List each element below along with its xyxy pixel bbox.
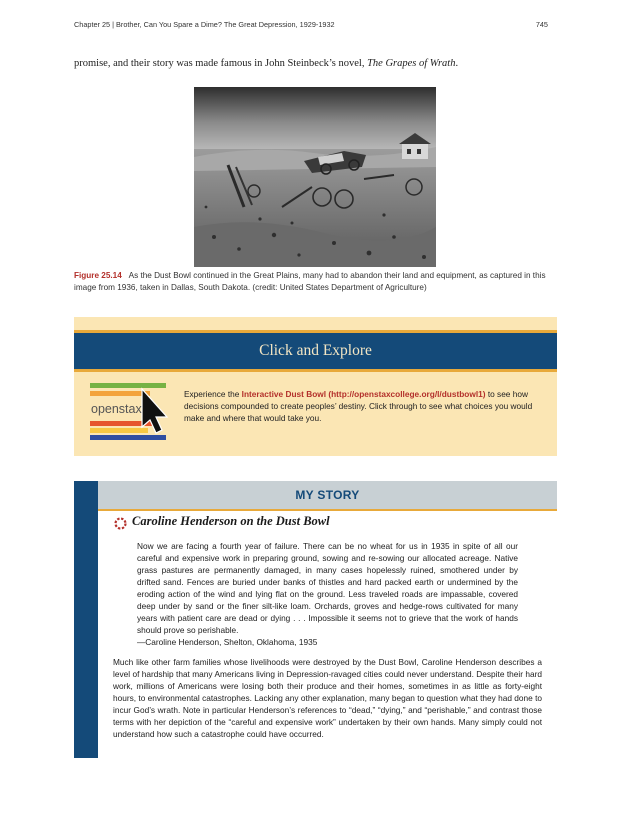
my-story-subtitle — [110, 514, 530, 532]
quote-attribution: —Caroline Henderson, Shelton, Oklahoma, 1935 — [137, 637, 318, 647]
lead-end: . — [455, 58, 459, 69]
click-explore-rule-bottom — [74, 369, 557, 372]
dust-bowl-photo — [194, 87, 436, 267]
running-header — [74, 20, 548, 32]
interactive-dust-bowl-link[interactable]: Interactive Dust Bowl (http://openstaxcollege.org/l/dustbowl1) — [241, 389, 486, 399]
click-explore-text-start: Experience the — [184, 389, 242, 399]
click-and-explore-box — [74, 317, 557, 456]
click-explore-text — [184, 388, 540, 424]
my-story-body: Much like other farm families whose livelihoods were destroyed by the Dust Bowl, Caroline Henderson describes a level of hardship that many Americans living in Depression-ravaged cities could never understand. Despite their hard work, millions of Americans were losing both their produce and their homes, sometimes in as little as forty-eight hours, to environmental catastrophes. Lacking any other explanation, many began to question what they had done to incur God’s wrath. Note in particular Henderson’s references to “dead,” “dying,” and “perishable,” and contrast those terms with her depiction of the “careful and expensive work” undertaken by their own hands. Many simply could not understand how such a catastrophe could have occurred. — [113, 657, 542, 739]
my-story-rule — [98, 509, 557, 511]
figure-caption-text: As the Dust Bowl continued in the Great Plains, many had to abandon their land and equipment, as captured in this image from 1936, taken in Dallas, South Dakota. (credit: United States Department of Agriculture) — [74, 271, 546, 292]
click-explore-text-end: to see how decisions compounded to create peoples’ destiny. Click through to see what choices you would make and where that would take you. — [184, 389, 533, 423]
my-story-subtitle-text: Caroline Henderson on the Dust Bowl — [132, 514, 330, 528]
my-story-heading: MY STORY — [98, 481, 557, 509]
lead-paragraph — [74, 58, 554, 69]
openstax-logo — [90, 383, 180, 441]
click-explore-title: Click and Explore — [74, 333, 557, 369]
figure-number: Figure 25.14 — [74, 271, 122, 280]
my-story-sidebar — [74, 481, 98, 758]
chapter-title: Chapter 25 | Brother, Can You Spare a Dime? The Great Depression, 1929-1932 — [74, 20, 335, 29]
henderson-quote — [137, 540, 518, 648]
book-title: The Grapes of Wrath — [367, 58, 456, 69]
click-explore-top-band — [74, 317, 557, 330]
openstax-logo-text: openstax — [91, 402, 142, 416]
page-number: 745 — [535, 20, 548, 29]
quote-text: Now we are facing a fourth year of failure. There can be no wheat for us in 1935 in spite of all our careful and expensive work in preparing ground, sowing and re-sowing our allocated acreage. Native grass pastures are permanently damaged, in many cases hopelessly ruined, smothered under by drifted sand. Fences are buried under banks of thistles and hard packed earth or undermined by the eroding action of the wind and lying flat on the ground. Less traveled roads are impassable, covered deep under by sand or the finer silt-like loam. Orchards, groves and hedge-rows cultivated for many years with patient care are dead or dying . . . Impossible it seems not to grieve that the work of hands should prove so perishable. — [137, 541, 518, 635]
figure-caption — [74, 270, 560, 293]
dotted-circle-icon — [114, 517, 127, 530]
lead-text: promise, and their story was made famous in John Steinbeck’s novel, — [74, 58, 368, 69]
